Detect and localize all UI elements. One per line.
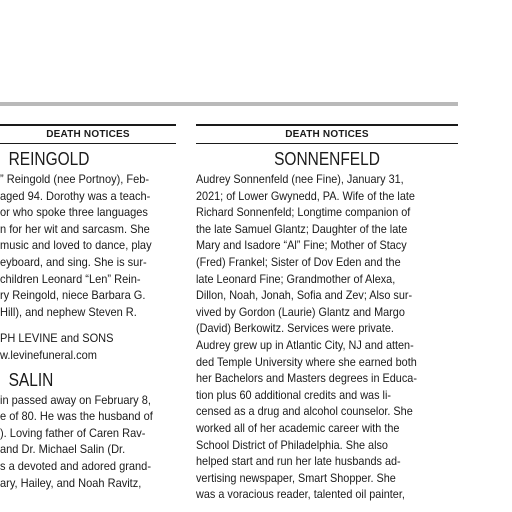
notice-name: REINGOLD	[8, 149, 90, 169]
text-line: or who spoke three languages	[0, 205, 148, 220]
text-line: ). Loving father of Caren Rav-	[0, 425, 146, 440]
text-line: Hill), and nephew Steven R.	[0, 304, 137, 319]
notice-body	[0, 171, 176, 320]
notice-body	[0, 392, 176, 492]
section-header: DEATH NOTICES	[0, 126, 176, 144]
text-line: ry Reingold, niece Barbara G.	[0, 288, 146, 303]
text-line: s a devoted and adored grand-	[0, 458, 151, 473]
text-line: aged 94. Dorothy was a teach-	[0, 188, 151, 203]
notice-name: SONNENFELD	[274, 149, 380, 169]
text-line: was a voracious reader, talented oil painter,	[196, 487, 405, 502]
text-line: (Fred) Frankel; Sister of Dov Eden and the	[196, 254, 401, 269]
text-line: ” Reingold (nee Portnoy), Feb-	[0, 172, 150, 186]
notice-body	[196, 171, 458, 503]
text-line: eyboard, and sing. She is sur-	[0, 254, 147, 269]
text-line: and Dr. Michael Salin (Dr.	[0, 442, 126, 457]
funeral-website: w.levinefuneral.com	[0, 347, 97, 362]
text-line: Dillon, Noah, Jonah, Sofia and Zev; Also sur-	[196, 288, 413, 303]
text-line: late Leonard Fine; Grandmother of Alexa,	[196, 271, 396, 286]
text-line: vived by Gordon (Laurie) Glantz and Margo	[196, 304, 405, 319]
left-column	[0, 124, 176, 512]
text-line: n for her wit and sarcasm. She	[0, 221, 150, 236]
text-line: music and loved to dance, play	[0, 238, 152, 253]
text-line: School District of Philadelphia. She also	[196, 437, 388, 452]
text-line: ary, Hailey, and Noah Ravitz,	[0, 475, 142, 490]
page-divider	[0, 102, 458, 106]
text-line: tion plus 60 additional credits and was li-	[196, 387, 391, 402]
text-line: censed as a drug and alcohol counselor. She	[196, 404, 413, 419]
text-line: (David) Berkowitz. Services were private.	[196, 321, 394, 336]
text-line: ded Temple University where she earned both	[196, 354, 417, 369]
text-line: Audrey Sonnenfeld (nee Fine), January 31,	[196, 172, 404, 186]
section-header: DEATH NOTICES	[196, 126, 458, 144]
text-line: in passed away on February 8,	[0, 392, 151, 407]
right-column	[196, 124, 458, 512]
text-line: the late Samuel Glantz; Daughter of the late	[196, 221, 408, 236]
text-line: worked all of her academic career with the	[196, 420, 400, 435]
text-line: Richard Sonnenfeld; Longtime companion of	[196, 205, 411, 220]
text-line: Audrey grew up in Atlantic City, NJ and atten-	[196, 337, 414, 352]
text-line: vertising newspaper, Smart Shopper. She	[196, 470, 396, 485]
funeral-home: PH LEVINE and SONS	[0, 331, 114, 346]
text-line: e of 80. He was the husband of	[0, 409, 153, 424]
text-line: 2021; of Lower Gwynedd, PA. Wife of the late	[196, 188, 415, 203]
text-line: Mary and Isadore “Al” Fine; Mother of Stacy	[196, 238, 407, 253]
text-line: children Leonard “Len” Rein-	[0, 271, 141, 286]
text-line: helped start and run her late husbands ad-	[196, 454, 401, 469]
notice-name: SALIN	[8, 369, 54, 390]
text-line: her Bachelors and Masters degrees in Educa-	[196, 371, 417, 386]
